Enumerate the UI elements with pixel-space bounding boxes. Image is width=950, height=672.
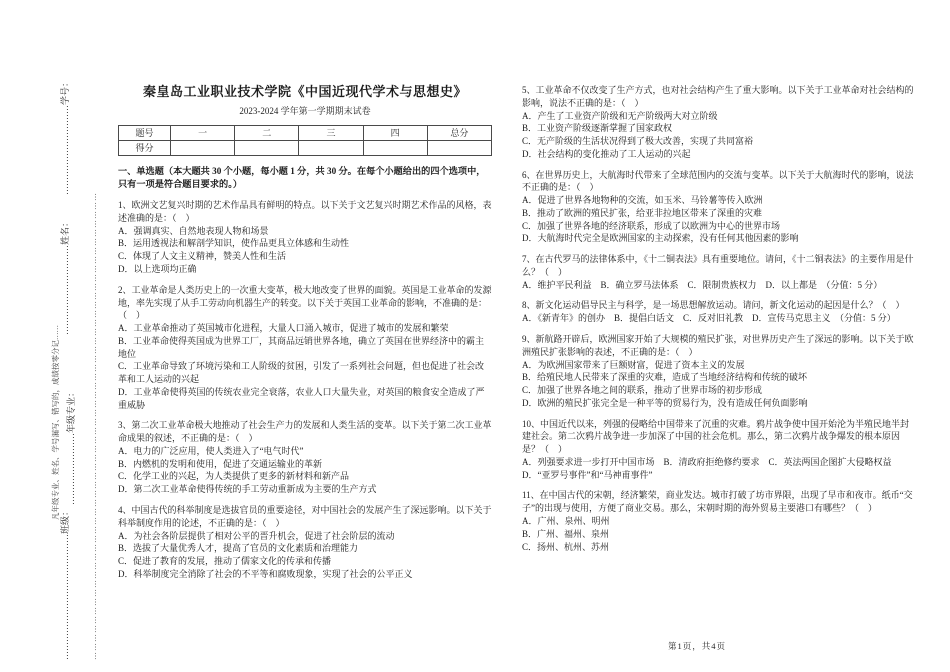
question-option: B．选拔了大量优秀人才，提高了官员的文化素质和治理能力 [118, 543, 359, 554]
question [522, 84, 914, 161]
question [522, 418, 914, 482]
question-option: D．科举制度完全消除了社会的不平等和腐败现象，实现了社会的公平正义 [118, 568, 413, 579]
question-stem: 9、新航路开辟后，欧洲国家开始了大规模的殖民扩张，对世界历史产生了深远的影响。以下关于欧洲殖民扩张影响的表述，不正确的是：（ ） [522, 334, 914, 357]
exam-content [118, 84, 914, 581]
score-table-header-cell: 四 [363, 126, 427, 141]
question-option: B．工业资产阶级逐渐掌握了国家政权 [522, 123, 673, 134]
question-option: A．列强要求进一步打开中国市场 B．清政府拒绝修约要求 C．英法两国企图扩大侵略权益 [522, 456, 892, 467]
question-option: C．体现了人文主义精神，赞美人性和生活 [118, 251, 287, 262]
question-option: C．促进了教育的发展，推动了儒家文化的传承和传播 [118, 556, 332, 567]
question [118, 504, 492, 581]
question [118, 419, 492, 496]
question-stem: 6、在世界历史上，大航海时代带来了全球范围内的交流与变革。以下关于大航海时代的影响，说法不正确的是：（ ） [522, 169, 914, 193]
question [118, 199, 492, 276]
question-stem: 5、工业革命不仅改变了生产方式，也对社会结构产生了重大影响。以下关于工业革命对社会结构的影响，说法不正确的是：（ ） [522, 85, 914, 108]
question-stem: 7、在古代罗马的法律体系中，《十二铜表法》具有重要地位。请问，《十二铜表法》的主要作用是什么？（ ） [522, 254, 914, 277]
score-table-empty-cell [427, 141, 491, 156]
question-option: D．社会结构的变化推动了工人运动的兴起 [522, 148, 691, 159]
question-option: C．工业革命导致了环境污染和工人阶级的贫困，引发了一系列社会问题，但也促进了社会改革和工人运动的兴起 [118, 361, 485, 385]
question-option: B．内燃机的发明和使用，促进了交通运输业的革新 [118, 458, 323, 469]
question [522, 169, 914, 246]
question-option: A．广州、泉州、明州 [522, 515, 610, 526]
score-table-header-cell: 一 [171, 126, 235, 141]
score-table-score-row [119, 141, 492, 156]
score-table-header-label: 题号 [119, 126, 171, 141]
question-option: A．工业革命推动了英国城市化进程，大量人口涌入城市，促进了城市的发展和繁荣 [118, 323, 449, 334]
score-table-empty-cell [235, 141, 299, 156]
question-option: A．为社会各阶层提供了相对公平的晋升机会，促进了社会阶层的流动 [118, 530, 395, 541]
right-column [522, 84, 914, 581]
score-table-empty-cell [299, 141, 363, 156]
question-stem: 3、第二次工业革命极大地推动了社会生产力的发展和人类生活的变革。以下关于第二次工业革命成果的叙述，不正确的是：（ ） [118, 420, 492, 444]
question [522, 333, 914, 410]
question [522, 253, 914, 291]
question-option: A．维护平民利益 B．确立罗马法体系 C．限制贵族权力 D．以上都是 （分值：5 分） [522, 279, 883, 290]
seal-student-id-label: …………………………学号： [60, 77, 70, 195]
seal-name-label: …………………………姓名： [60, 217, 70, 335]
question [522, 489, 914, 553]
question-stem: 10、中国近代以来，列强的侵略给中国带来了沉重的灾难。鸦片战争使中国开始沦为半殖民地半封建社会。第二次鸦片战争进一步加深了中国的社会危机。那么，第二次鸦片战争爆发的根本原因是？（ ） [522, 418, 910, 455]
left-column [118, 84, 492, 581]
question-option: B．运用透视法和解剖学知识，使作品更具立体感和生动性 [118, 238, 350, 249]
question-option: A．强调真实、自然地表现人物和场景 [118, 225, 269, 236]
question-option: A．促进了世界各地物种的交流，如玉米、马铃薯等传入欧洲 [522, 195, 763, 206]
question-option: D．欧洲的殖民扩张完全是一种平等的贸易行为，没有造成任何负面影响 [522, 397, 808, 408]
question-option: A．《新青年》的创办 B．提倡白话文 C．反对旧礼教 D．宣传马克思主义 （分值：5 分） [522, 313, 896, 324]
question-stem: 4、中国古代的科举制度是选拔官员的重要途径，对中国社会的发展产生了深远影响。以下关于科举制度作用的论述，不正确的是：（ ） [118, 504, 492, 528]
question-option: A．产生了工业资产阶级和无产阶级两大对立阶级 [522, 110, 718, 121]
questions-column-left [118, 199, 492, 580]
seal-grade-major-label: ……………………年级专业： [66, 387, 76, 505]
question-option: D．工业革命使得英国的传统农业完全衰落，农业人口大量失业，对英国的粮食安全造成了严重威胁 [118, 386, 485, 410]
question-option: D．以上选项均正确 [118, 263, 197, 274]
question [522, 299, 914, 325]
question-stem: 1、欧洲文艺复兴时期的艺术作品具有鲜明的特点。以下关于文艺复兴时期艺术作品的风格，表述准确的是：（ ） [118, 200, 492, 223]
question-option: D．大航海时代完全是欧洲国家的主动探索，没有任何其他因素的影响 [522, 233, 799, 244]
question-option: B．工业革命使得英国成为世界工厂，其商品远销世界各地，确立了英国在世界经济中的霸主地位 [118, 335, 485, 359]
question-option: C．化学工业的兴起，为人类提供了更多的新材料和新产品 [118, 471, 350, 482]
question-option: A．为欧洲国家带来了巨额财富，促进了资本主义的发展 [522, 359, 745, 370]
question-option: D．“亚罗号事件”和“马神甫事件” [522, 469, 653, 480]
page-title: 秦皇岛工业职业技术学院《中国近现代学术与思想史》 [142, 84, 467, 99]
score-table-empty-cell [171, 141, 235, 156]
score-table-header-cell: 三 [299, 126, 363, 141]
score-table-header-row [119, 126, 492, 141]
question-stem: 11、在中国古代的宋朝，经济繁荣，商业发达。城市打破了坊市界限，出现了早市和夜市。纸币“交子”的出现与使用，方便了商业交易。那么，宋朝时期的海外贸易主要港口有哪些？（ ） [522, 490, 913, 514]
score-table-empty-cell [363, 141, 427, 156]
page-footer: 第1页，共4页 [668, 641, 727, 651]
score-table-header-cell: 总分 [427, 126, 491, 141]
question-option: B．给殖民地人民带来了深重的灾难，造成了当地经济结构和传统的破坏 [522, 372, 808, 383]
question-option: B．推动了欧洲的殖民扩张，给亚非拉地区带来了深重的灾难 [522, 207, 763, 218]
question-stem: 2、工业革命是人类历史上的一次重大变革，极大地改变了世界的面貌。英国是工业革命的发源地，率先实现了从手工劳动向机器生产的转变。以下关于英国工业革命的影响，不准确的是：（ ） [118, 284, 492, 321]
question-option: C．扬州、杭州、苏州 [522, 541, 610, 552]
question [118, 284, 492, 412]
score-table [118, 125, 492, 156]
score-table-row-label: 得分 [119, 141, 171, 156]
seal-class-label: ……………………………………班级： [60, 506, 70, 660]
question-option: B．广州、福州、泉州 [522, 528, 610, 539]
section-title: 一、单选题（本大题共 30 个小题，每小题 1 分，共 30 分。在每个小题给出的四个选项中，只有一项是符合题目要求的。） [118, 166, 486, 190]
score-table-header-cell: 二 [235, 126, 299, 141]
question-option: D．第二次工业革命使得传统的手工劳动重新成为主要的生产方式 [118, 484, 377, 495]
question-option: C．加强了世界各地之间的联系，推动了世界市场的初步形成 [522, 385, 763, 396]
questions-column-right [522, 84, 914, 553]
question-option: A．电力的广泛应用，使人类进入了“电气时代” [118, 445, 304, 456]
question-option: C．无产阶级的生活状况得到了极大改善，实现了共同富裕 [522, 136, 754, 147]
page-subtitle: 2023-2024 学年第一学期期末试卷 [239, 106, 371, 117]
seal-fold-dotted-line: ………………………………………………………………………………………………………………………………………… [89, 192, 98, 660]
seal-warning-note: 凡年级专业、姓名、学号漏写、错写的，成绩按零分记…… [51, 325, 60, 520]
question-option: C．加强了世界各地的经济联系，形成了以欧洲为中心的世界市场 [522, 220, 781, 231]
question-stem: 8、新文化运动倡导民主与科学，是一场思想解放运动。请问，新文化运动的起因是什么？（ ） [522, 300, 905, 311]
